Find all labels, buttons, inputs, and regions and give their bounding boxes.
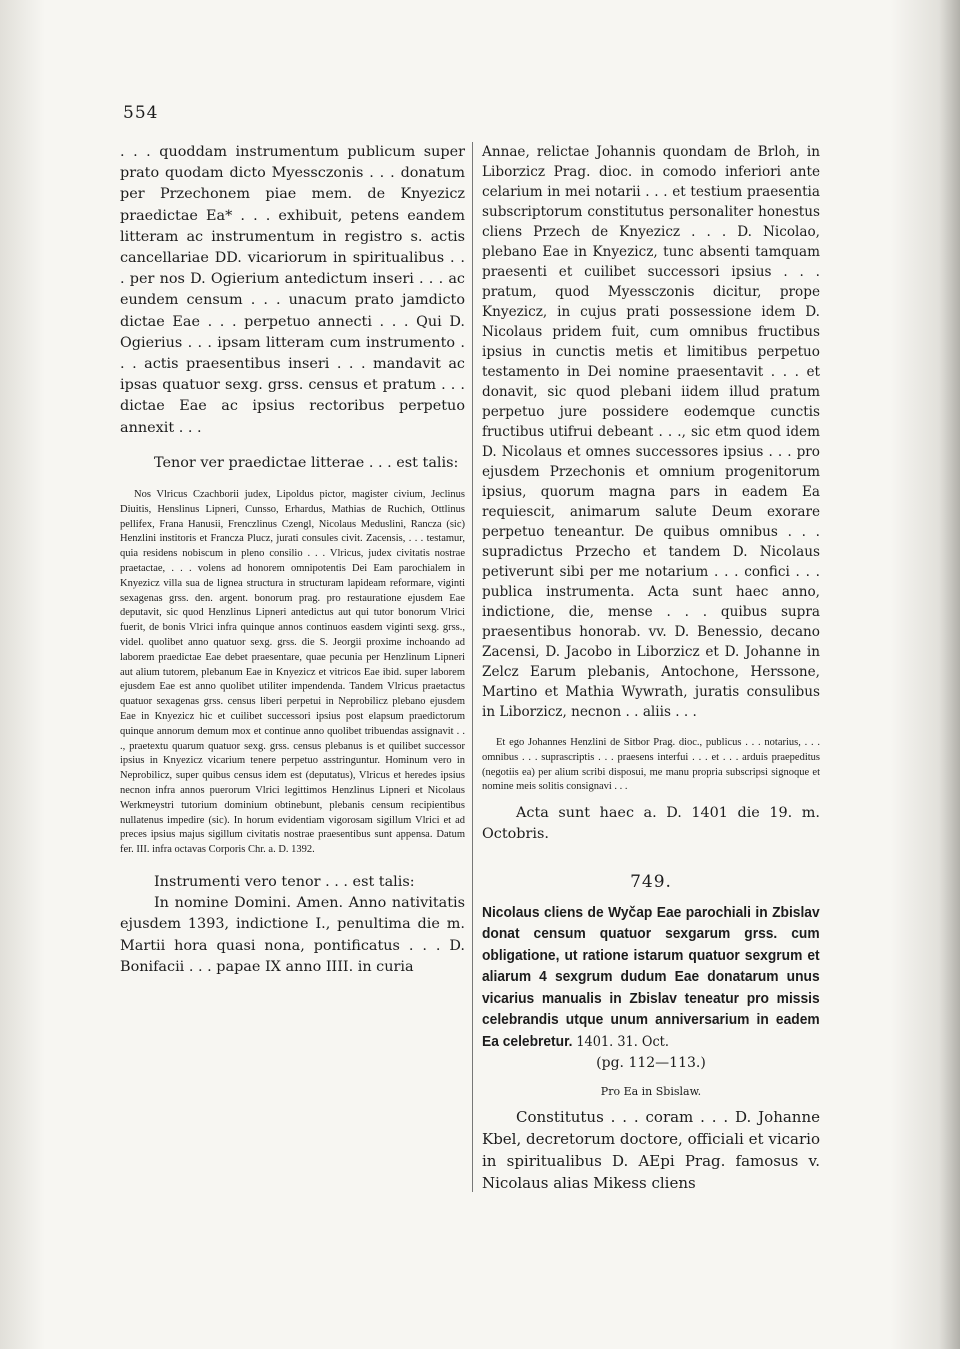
left-paragraph-4: In nomine Domini. Amen. Anno nativitatis ejusdem 1393, indictione I., penultima die m. Martii hora quasi nona, pontificatus . . . D. Bonifacii . . . papae IX anno IIII. in curia [120,895,465,975]
right-column [482,142,820,1194]
page-number: 554 [123,103,159,123]
notary-subscription: Et ego Johannes Henzlini de Sitbor Prag. dioc., publicus . . . notarius, . . . omnibus . . . suprascriptis . . . praesens interfui . . . et . . . arduis praepeditus (negotiis ea) per alium scribi disposui, me manu propria subscripsi signoque et nomine meis solitis consignavi . . . [482,737,820,793]
left-column [120,142,465,978]
column-divider [472,142,473,1192]
left-paragraph-3: Instrumenti vero tenor . . . est talis: [154,873,415,890]
regest-text: Nicolaus cliens de Wyčap Eae parochiali in Zbislav donat censum quatuor sexgarum grss. cum obligatione, ut ratione istarum quatuor sexgrum et aliarum 4 sexgrum dudum Eae donatarum unus vicarius manualis in Zbislav teneatur pro missis celebrandis utque unum anniversarium in eadem Ea celebretur. [482,903,820,1050]
regest-date: 1401. 31. Oct. [576,1033,669,1050]
pro-line: Pro Ea in Sbislaw. [600,1085,702,1099]
charter-text: Nos Vlricus Czachborii judex, Lipoldus pictor, magister civium, Jeclinus Diuitis, Henslinus Lipneri, Cunsso, Erhardus, Mathias de Ruchich, Ottlinus pellifex, Frana Hanusii, Frenczlinus Czengl, Nicolaus Meduslini, Rancza (sic) Henzlini institoris et Francza Plucz, jurati consules civit. Zacensis, . . . testamur, quia residens nobiscum in pleno consilio . . . Vlricus, judex civitatis nostrae praetactae, . . . volens ad honorem omnipotentis Dei Eam parochialem in Knyezicz villa sua de lignea structura in structuram lapideam reformare, viginti sexagenas grss. den. argent. bonorum prag. pro restauratione ejusdem Eae deputavit, sic quod Henzlinus Lipneri antedictus aut qui tutor bonorum Vlrici fuerit, de bonis Vlrici infra quinque annos continuos easdem viginti sexg. grss., videl. quolibet anno quatuor sexg. grss. die S. Jeorgii proxime inchoando ad laborem praedictae Eae debet praesentare, quae pecunia per Henzlinum Lipneri aut alium tutorem, plebanum Eae in Knyezicz et vitricos Eae ibid. super laborem ejusdem Eae est anno quolibet utiliter impendenda. Tandem Vlricus praetactus quatuor sexagenas grss. census liberi perpetui in Neprobilicz plebano ejusdem Eae in Knyezicz hic et cuilibet successori ipsius post elapsum praedictorum quinque annorum demum mox et continue anno quolibet tribuendas assignavit . . ., praetextu quarum quatuor sexg. grss. census plebanus is et quilibet successor ipsius in Knyezicz vicarium tenere perpetuo asstringuntur. Hominum vero in Neprobilicz, super quibus census idem est (deputatus), Vlricus et heredes ipsius necnon infra annos puerorum Vlrici legittimos Henzlinus Lipneri et Nicolaus Werkmeystri tutorium dominium obtinebunt, plebanis censum recipientibus nullatenus impedire (sic). In horum evidentiam vigorosam sigillum Vlrici et ad preces ipsius majus sigillum civitatis nostrae praesentibus sunt appensa. Datum fer. III. infra octavas Corporis Chr. a. D. 1392. [120,489,465,856]
right-paragraph-1: Annae, relictae Johannis quondam de Brloh, in Liborzicz Prag. dioc. in comodo inferiori ante celarium in mei notarii . . . et testium praesentia subscriptorum constitutus personaliter honestus cliens Przech de Knyezicz . . . D. Nicolao, plebano Eae in Knyezicz, tunc absenti tamquam praesenti et cuilibet successori ipsius . . . pratum, quod Myessczonis dicitur, prope Knyezicz, in cujus prati possessione idem D. Nicolaus pridem fuit, cum omnibus fructibus ipsius in cunctis metis et limitibus perpetuo testamento in Dei nomine praesentavit . . . et donavit, sic quod plebani iidem illud pratum perpetuo jure possidere eodemque cunctis fructibus utifrui debeant . . ., sic etm quod idem D. Nicolaus et omnes successores ipsius . . . pro ejusdem Przechonis et omnium progenitorum ipsius, quorum magna pars in eadem Ea requiescit, animarum salute Deum exorare perpetuo teneantur. De quibus omnibus . . . supradictus Przecho et tandem D. Nicolaus petiverunt sibi per me notarium . . . confici . . . publica instrumenta. Acta sunt haec anno, indictione, die, mense . . . quibus supra praesentibus honorab. vv. D. Benessio, decano Zacensi, D. Jacobo in Liborzicz et D. Johanne in Zelcz Earum plebanis, Antochone, Herssone, Martino et Mathia Wywrath, juratis consulibus in Liborzicz, necnon . . aliis . . . [482,144,820,720]
document-number: 749. [630,871,672,892]
acta-line: Acta sunt haec a. D. 1401 die 19. m. Octobris. [482,805,820,843]
spine-shadow [890,0,960,1349]
left-paragraph-1: . . . quoddam instrumentum publicum super prato quodam dicto Myessczonis . . . donatum per Przechonem piae mem. de Knyezicz praedictae Ea* . . . exhibuit, petens eandem litteram ac instrumentum in registro s. actis cancellariae DD. vicariorum in spiritualibus . . . per nos D. Ogierium antedictum inseri . . . ac eundem censum . . . unacum prato jamdicto dictae Eae . . . perpetuo annecti . . . Qui D. Ogierius . . . ipsam litteram cum instrumento . . . actis praesentibus inseri . . . mandavit ac ipsas quatuor sexg. grss. census et pratum . . . dictae Eae ac ipsius rectoribus perpetuo annexit . . . [120,144,465,436]
regest-summary [482,902,820,1054]
right-final-paragraph: Constitutus . . . coram . . . D. Johanne Kbel, decretorum doctore, officiali et vicario in spiritualibus D. AEpi Prag. famosus v. Nicolaus alias Mikess cliens [482,1108,820,1193]
page-edge-shading [0,0,45,1349]
pages-reference: (pg. 112—113.) [596,1055,706,1072]
left-paragraph-2: Tenor ver praedictae litterae . . . est talis: [154,454,459,471]
